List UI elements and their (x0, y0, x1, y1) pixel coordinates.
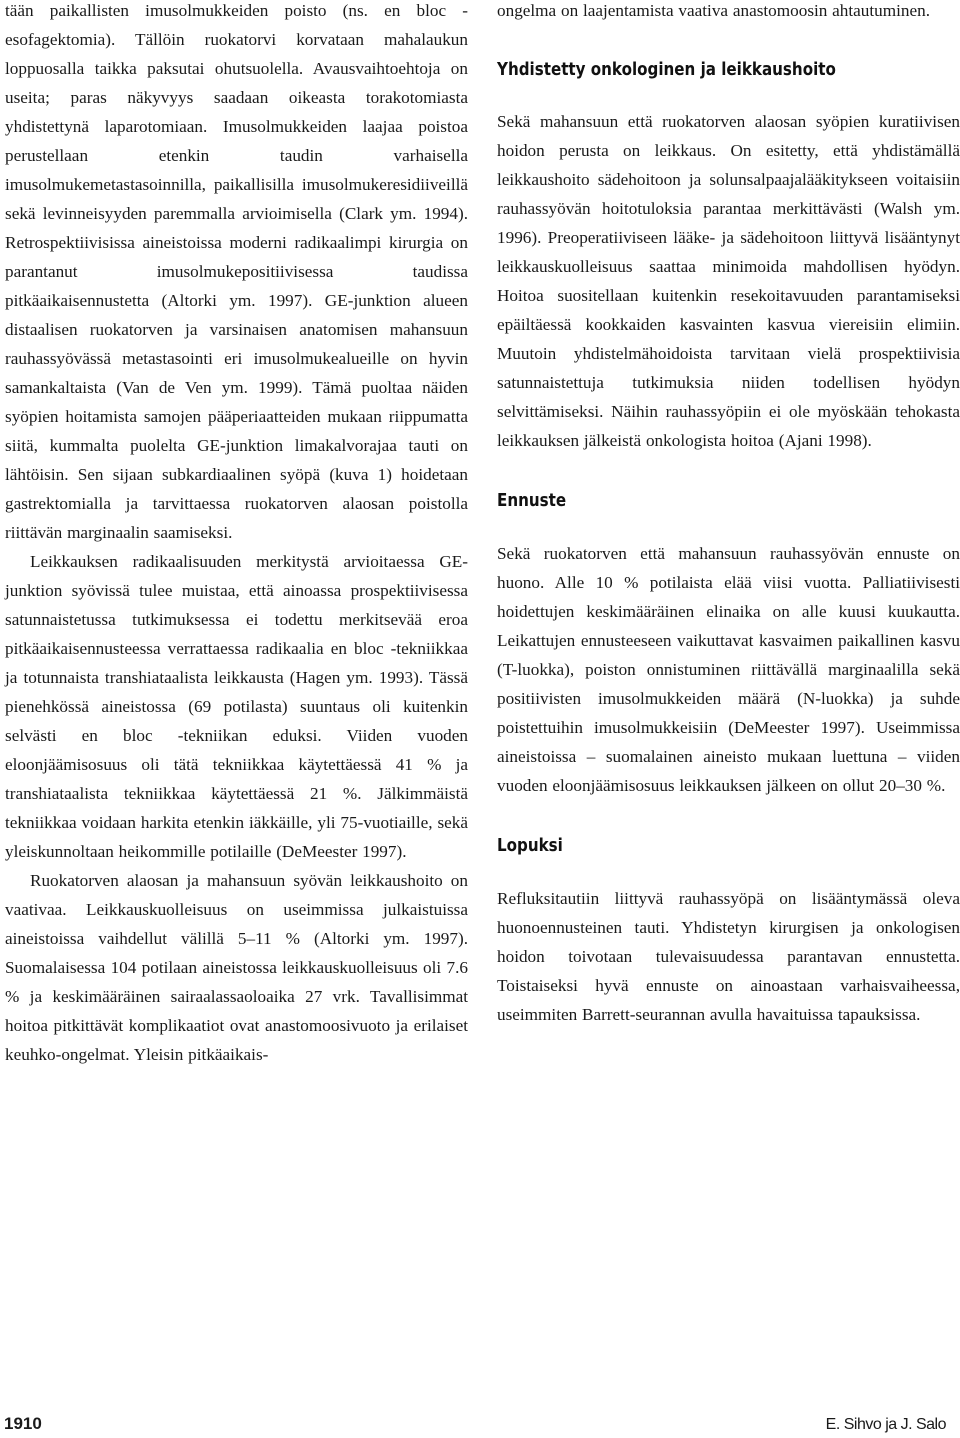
paragraph-conclusion: Refluksitautiin liittyvä rauhassyöpä on lisääntymässä oleva huonoennusteinen tauti. Yhdistetyn kirurgisen ja onkologisen hoidon toivotaan tulevaisuudessa parantavan ennustetta. Toistaiseksi hyvä ennuste on ainoastaan varhaisvaiheessa, useimmiten Barrett-seurannan avulla havaituissa tapauksissa. (497, 889, 960, 1024)
right-column (497, 0, 960, 1029)
page-number: 1910 (4, 1414, 42, 1433)
paragraph-continuation: ongelma on laajentamista vaativa anastomoosin ahtautuminen. (497, 1, 931, 20)
section-heading-prognosis: Ennuste (497, 490, 567, 511)
paragraph-combined-treatment: Sekä mahansuun että ruokatorven alaosan syöpien kuratiivisen hoidon perusta on leikkaus. On esitetty, että yhdistämällä leikkaushoito sädehoitoon ja solunsalpaajalääkitykseen voitaisiin rauhassyövän hoitotuloksia parantaa merkittävästi (Walsh ym. 1996). Preoperatiiviseen lääke- ja sädehoitoon liittyvä lisääntynyt leikkauskuolleisuus saattaa minimoida mahdollisen hyödyn. Hoitoa suositellaan kuitenkin resekoitavuuden parantamiseksi epäiltäessä kookkaiden kasvainten kasvua viereisiin elimiin. Muutoin yhdistelmähoidoista tarvitaan vielä prospektiivisia satunnaistettuja tutkimuksia niiden todellisen hyödyn selvittämiseksi. Näihin rauhassyöpiin ei ole myöskään tehokasta leikkauksen jälkeistä onkologista hoitoa (Ajani 1998). (497, 112, 960, 450)
left-column (5, 0, 468, 1069)
paragraph-prognosis: Sekä ruokatorven että mahansuun rauhassyövän ennuste on huono. Alle 10 % potilaista elää viisi vuotta. Palliatiivisesti hoidettujen keskimääräinen elinaika on alle kuusi kuukautta. Leikattujen ennusteeseen vaikuttavat kasvaimen paikallinen kasvu (T-luokka), poiston onnistuminen riittävällä marginaalilla sekä positiivisten imusolmukkeiden määrä (N-luokka) ja suhde poistettuihin imusolmukkeisiin (DeMeester 1997). Useimmissa aineistoissa – suomalainen aineisto mukaan luettuna – viiden vuoden eloonjäämisosuus leikkauksen jälkeen on ollut 20–30 %. (497, 544, 960, 795)
footer-authors: E. Sihvo ja J. Salo (825, 1416, 946, 1433)
paragraph-1: tään paikallisten imusolmukkeiden poisto (ns. en bloc -esofagektomia). Tällöin ruokatorvi korvataan mahalaukun loppuosalla taikka paksutai ohutsuolella. Avausvaihtoehtoja on useita; paras näkyvyys saadaan oikeasta torakotomiasta yhdistettynä laparotomiaan. Imusolmukkeiden laajaa poistoa perustellaan etenkin taudin varhaisella imusolmukemetastasoinnilla, paikallisilla imusolmukeresidiiveillä sekä levinneisyyden paremmalla arvioimisella (Clark ym. 1994). Retrospektiivisissa aineistoissa moderni radikaalimpi kirurgia on parantanut imusolmukepositiivisessa taudissa pitkäaikaisennustetta (Altorki ym. 1997). GE-junktion alueen distaalisen ruokatorven ja varsinaisen anatomisen mahansuun rauhassyövässä metastasointi eri imusolmukealueille on hyvin samankaltaista (Van de Ven ym. 1999). Tämä puoltaa näiden syöpien hoitamista samojen pääperiaatteiden mukaan riippumatta siitä, kummalta puolelta GE-junktion limakalvorajaa tauti on lähtöisin. Sen sijaan subkardiaalinen syöpä (kuva 1) hoidetaan gastrektomialla ja tarvittaessa ruokatorven alaosan poistolla riittävän marginaalin saamiseksi. (5, 1, 468, 542)
paragraph-3: Ruokatorven alaosan ja mahansuun syövän leikkaushoito on vaativaa. Leikkauskuolleisuus on useimmissa julkaistuissa aineistoissa vaihdellut välillä 5–11 % (Altorki ym. 1997). Suomalaisessa 104 potilaan aineistossa leikkauskuolleisuus oli 7.6 % ja keskimääräinen sairaalassaoloaika 27 vrk. Tavallisimmat hoitoa pitkittävät komplikaatiot ovat anastomoosivuoto ja erilaiset keuhko-ongelmat. Yleisin pitkäaikais- (5, 871, 468, 1064)
paragraph-2: Leikkauksen radikaalisuuden merkitystä arvioitaessa GE-junktion syövissä tulee muistaa, että ainoassa prospektiivisessa satunnaistetussa tutkimuksessa ei todettu merkitsevää eroa pitkäaikaisennusteessa verrattaessa radikaalia en bloc -tekniikkaa ja totunnaista transhiataalista leikkausta (Hagen ym. 1993). Tässä pienehkössä aineistossa (69 potilasta) suuntaus oli kuitenkin selvästi en bloc -tekniikan eduksi. Viiden vuoden eloonjäämisosuus oli tätä tekniikkaa käytettäessä 41 % ja transhiataalista tekniikkaa käytettäessä 21 %. Jälkimmäistä tekniikkaa voidaan harkita etenkin iäkkäille, yli 75-vuotiaille, sekä yleiskunnoltaan heikommille potilaille (DeMeester 1997). (5, 552, 468, 861)
section-heading-conclusion: Lopuksi (497, 835, 563, 856)
section-heading-combined-treatment: Yhdistetty onkologinen ja leikkaushoito (497, 59, 836, 80)
